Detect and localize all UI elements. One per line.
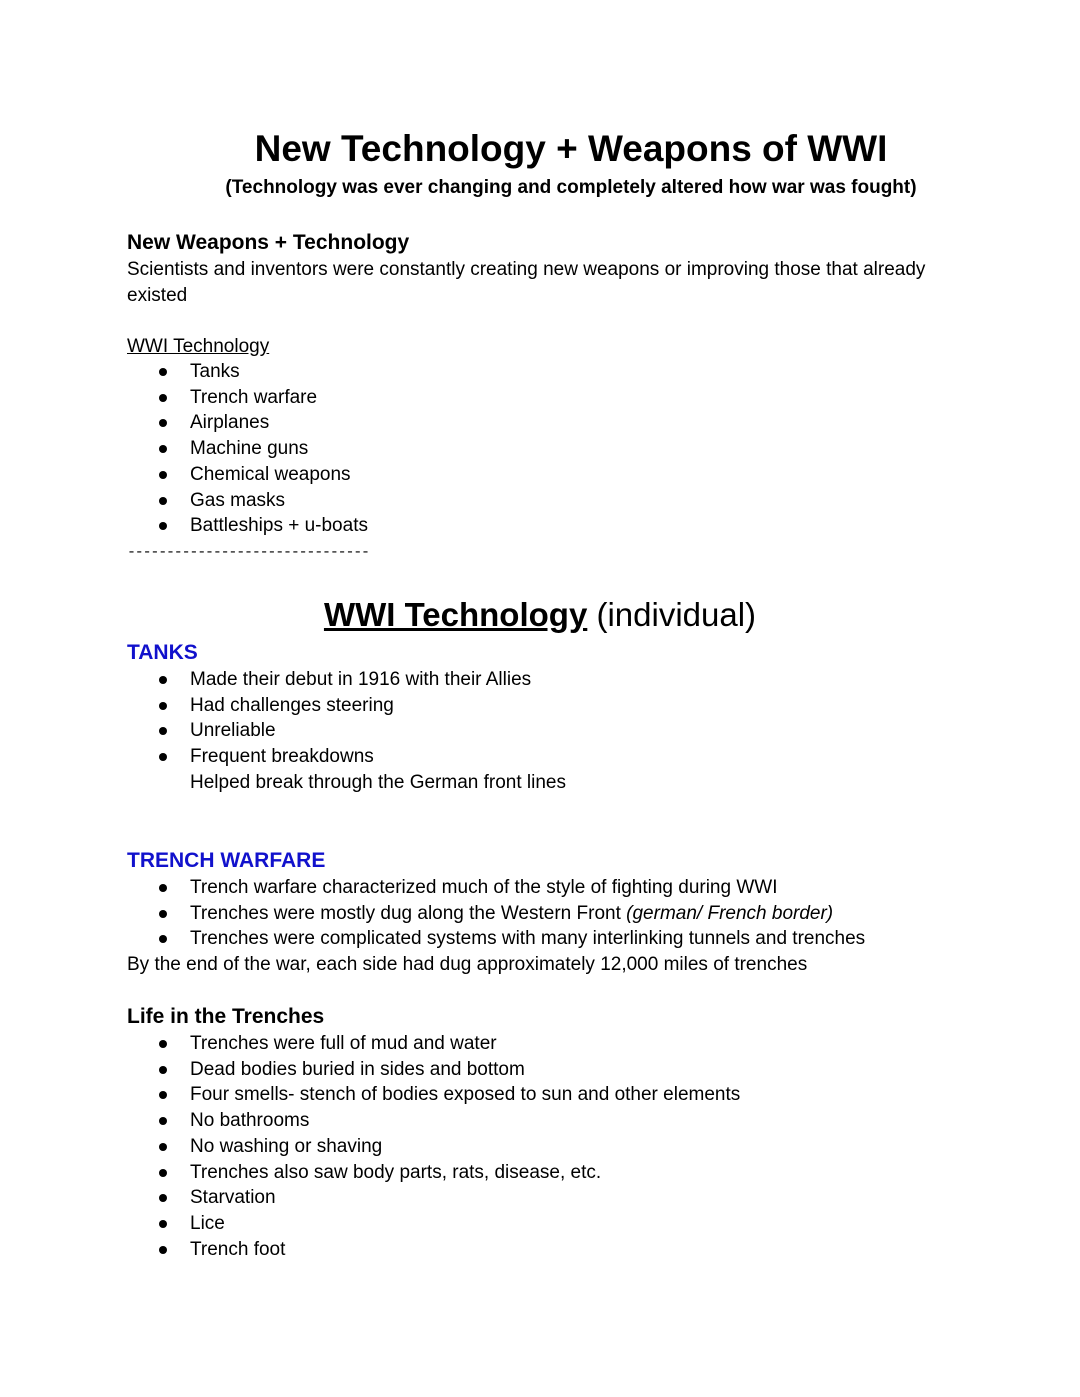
list-item: Trenches also saw body parts, rats, disease, etc. <box>127 1160 740 1186</box>
list-item: No washing or shaving <box>127 1134 740 1160</box>
bullet-icon <box>159 419 167 427</box>
bullet-icon <box>159 1091 167 1099</box>
list-item: Trenches were complicated systems with many interlinking tunnels and trenches <box>127 926 865 952</box>
intro-heading: New Weapons + Technology <box>127 231 410 254</box>
page-subtitle: (Technology was ever changing and completely altered how war was fought) <box>225 177 917 198</box>
bullet-icon <box>159 394 167 402</box>
bullet-icon <box>159 935 167 943</box>
bullet-icon <box>159 1117 167 1125</box>
trench-warfare-list <box>127 875 865 952</box>
bullet-icon <box>159 522 167 530</box>
trench-warfare-heading: TRENCH WARFARE <box>127 849 326 872</box>
bullet-icon <box>159 368 167 376</box>
list-item: Made their debut in 1916 with their Allies <box>127 667 566 693</box>
bullet-icon <box>159 1194 167 1202</box>
bullet-icon <box>159 471 167 479</box>
list-item: Trenches were mostly dug along the Western Front (german/ French border) <box>127 901 865 927</box>
list-item: No bathrooms <box>127 1108 740 1134</box>
bullet-icon <box>159 910 167 918</box>
tanks-heading: TANKS <box>127 641 198 664</box>
bullet-icon <box>159 1066 167 1074</box>
tech-list <box>127 359 368 539</box>
bullet-icon <box>159 1246 167 1254</box>
list-item: Battleships + u-boats <box>127 513 368 539</box>
bullet-icon <box>159 1040 167 1048</box>
list-item: Unreliable <box>127 718 566 744</box>
bullet-icon <box>159 497 167 505</box>
page-title: New Technology + Weapons of WWI <box>254 128 888 169</box>
dashed-divider: ------------------------------- <box>127 544 369 561</box>
list-item: Airplanes <box>127 410 368 436</box>
bullet-icon <box>159 445 167 453</box>
list-item: Four smells- stench of bodies exposed to sun and other elements <box>127 1082 740 1108</box>
list-item: Had challenges steering <box>127 693 566 719</box>
tanks-extra-line: Helped break through the German front lines <box>190 771 566 793</box>
tanks-list <box>127 667 566 796</box>
list-item: Lice <box>127 1211 740 1237</box>
bullet-icon <box>159 884 167 892</box>
trench-summary: By the end of the war, each side had dug approximately 12,000 miles of trenches <box>127 954 808 975</box>
bullet-icon <box>159 727 167 735</box>
list-item: Dead bodies buried in sides and bottom <box>127 1057 740 1083</box>
tech-list-heading: WWI Technology <box>127 336 270 357</box>
list-item: Chemical weapons <box>127 462 368 488</box>
bullet-icon <box>159 753 167 761</box>
list-item: Trenches were full of mud and water <box>127 1031 740 1057</box>
section-title-main: WWI Technology <box>323 596 588 633</box>
bullet-icon <box>159 676 167 684</box>
list-item: Tanks <box>127 359 368 385</box>
bullet-icon <box>159 1220 167 1228</box>
life-heading: Life in the Trenches <box>127 1005 325 1028</box>
list-item: Starvation <box>127 1185 740 1211</box>
section-title-suffix: (individual) <box>587 596 757 633</box>
life-list <box>127 1031 740 1262</box>
intro-paragraph: Scientists and inventors were constantly creating new weapons or improving those that already existed <box>127 259 926 306</box>
list-item: Trench warfare <box>127 385 368 411</box>
list-item: Trench warfare characterized much of the style of fighting during WWI <box>127 875 865 901</box>
bullet-icon <box>159 1169 167 1177</box>
section-title <box>0 594 1080 636</box>
list-item: Frequent breakdowns <box>127 744 566 770</box>
bullet-icon <box>159 702 167 710</box>
list-item: Trench foot <box>127 1237 740 1263</box>
list-item: Gas masks <box>127 488 368 514</box>
list-item: Machine guns <box>127 436 368 462</box>
italic-note: (german/ French border) <box>626 902 834 924</box>
bullet-icon <box>159 1143 167 1151</box>
